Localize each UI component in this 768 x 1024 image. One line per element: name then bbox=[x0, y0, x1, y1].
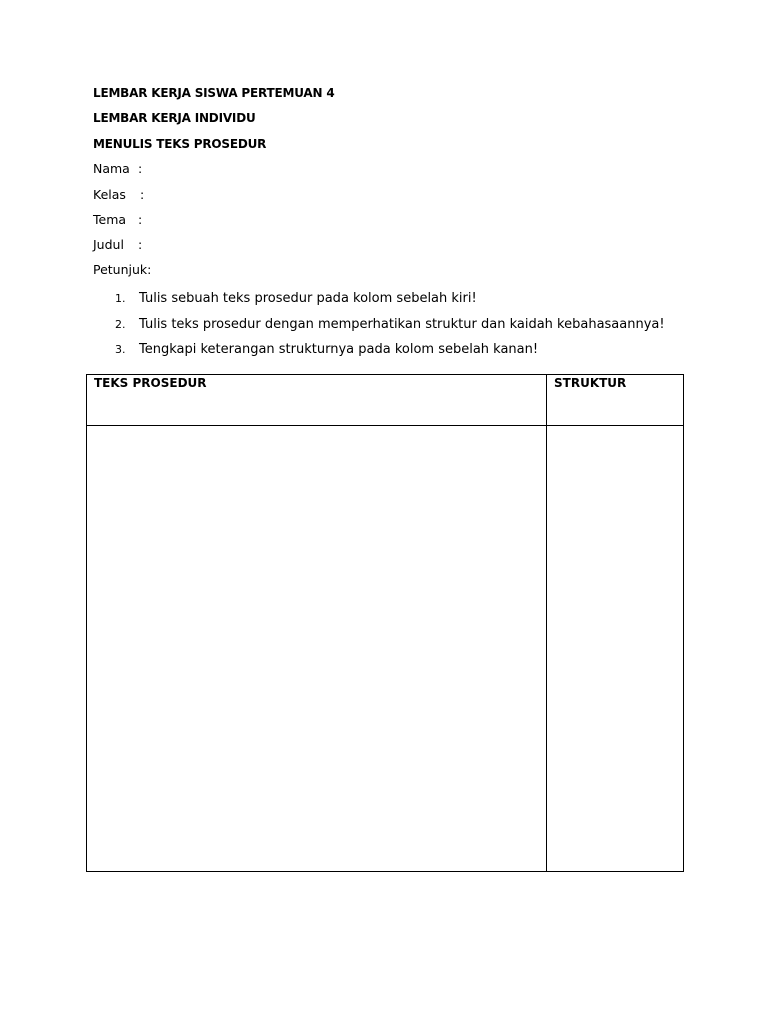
instruction-text: Tulis teks prosedur dengan memperhatikan struktur dan kaidah kebahasaannya! bbox=[139, 316, 665, 332]
worksheet-title: LEMBAR KERJA SISWA PERTEMUAN 4 bbox=[93, 86, 335, 100]
instruction-number: 3. bbox=[115, 343, 126, 357]
title-field-label: Judul bbox=[93, 237, 124, 252]
worksheet-topic: MENULIS TEKS PROSEDUR bbox=[93, 137, 267, 151]
table-header-row bbox=[87, 375, 684, 426]
worksheet-subtitle: LEMBAR KERJA INDIVIDU bbox=[93, 111, 256, 125]
theme-field-separator: : bbox=[138, 212, 143, 227]
instruction-number: 1. bbox=[115, 292, 126, 306]
procedure-text-header: TEKS PROSEDUR bbox=[87, 375, 547, 426]
instructions-list bbox=[115, 286, 665, 363]
class-field bbox=[93, 187, 144, 202]
structure-header: STRUKTUR bbox=[547, 375, 684, 426]
instruction-text: Tulis sebuah teks prosedur pada kolom sebelah kiri! bbox=[139, 291, 477, 307]
theme-field bbox=[93, 212, 142, 227]
structure-cell[interactable] bbox=[547, 426, 684, 872]
procedure-text-cell[interactable] bbox=[87, 426, 547, 872]
title-field-separator: : bbox=[138, 237, 143, 252]
table-body-row bbox=[87, 426, 684, 872]
instruction-item bbox=[115, 312, 665, 338]
instruction-item bbox=[115, 286, 665, 312]
name-field-label: Nama bbox=[93, 161, 130, 176]
theme-field-label: Tema bbox=[93, 212, 127, 227]
class-field-separator: : bbox=[140, 187, 145, 202]
title-field bbox=[93, 237, 142, 252]
instruction-item bbox=[115, 337, 665, 363]
instructions-label: Petunjuk: bbox=[93, 262, 152, 277]
instruction-text: Tengkapi keterangan strukturnya pada kolom sebelah kanan! bbox=[139, 342, 539, 358]
class-field-label: Kelas bbox=[93, 187, 126, 202]
name-field bbox=[93, 161, 142, 176]
name-field-separator: : bbox=[138, 161, 143, 176]
instruction-number: 2. bbox=[115, 317, 126, 331]
worksheet-table bbox=[86, 374, 684, 872]
